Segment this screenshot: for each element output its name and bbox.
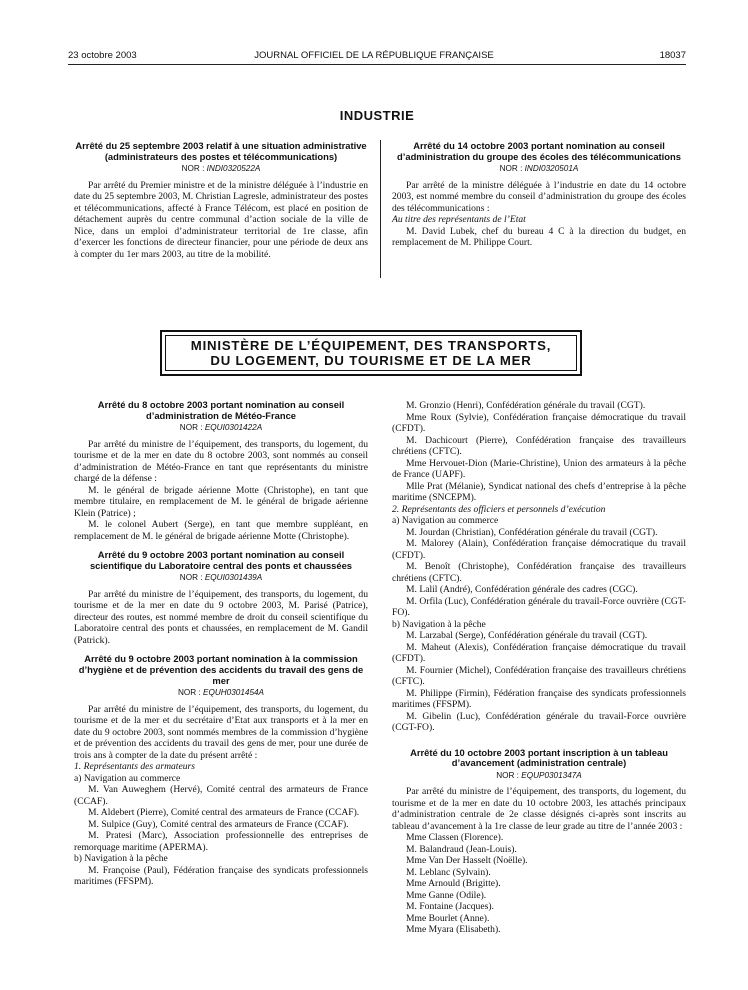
subcategory-heading: b) Navigation à la pêche: [74, 853, 168, 865]
member-entry: M. David Lubek, chef du bureau 4 C à la direction du budget, en remplacement de M. Philippe Court.: [392, 225, 686, 249]
list-item: M. Orfila (Luc), Confédération générale du travail-Force ouvrière (CGT-FO).: [392, 595, 686, 618]
list-item: M. Sulpice (Guy), Comité central des armateurs de France (CCAF).: [88, 818, 349, 830]
header-page-number: 18037: [659, 50, 686, 61]
article-title: Arrêté du 14 octobre 2003 portant nomination au conseil d’administration du groupe des écoles des télécommunications: [397, 140, 681, 162]
header-journal-title: JOURNAL OFFICIEL DE LA RÉPUBLIQUE FRANÇAISE: [254, 50, 494, 61]
nor-reference: NOR : INDI0320501A: [499, 164, 579, 174]
industrie-right-article: [392, 141, 686, 249]
article-body: Par arrêté de la ministre déléguée à l’industrie en date du 14 octobre 2003, est nommé membre du conseil d’administration du groupe des écoles des télécommunications :: [392, 179, 686, 214]
article-body: Par arrêté du ministre de l’équipement, des transports, du logement, du tourisme et de la mer en date du 9 octobre 2003, M. Parisé (Patrice), directeur des routes, est nommé membre de droit du conseil scientifique du Laboratoire central des ponts et chaussées, en remplacement de M. Gandil (Patrick).: [74, 588, 368, 646]
list-item: M. Lalil (André), Confédération générale des cadres (CGC).: [406, 584, 638, 595]
ministry-banner: [160, 330, 582, 376]
industrie-left-article: [74, 141, 368, 260]
list-item: M. Fournier (Michel), Confédération française des travailleurs chrétiens (CFTC).: [392, 664, 686, 687]
header-rule: [68, 64, 686, 65]
article-title: Arrêté du 25 septembre 2003 relatif à une situation administrative (administrateurs des postes et télécommunications): [75, 140, 367, 162]
list-item: Mlle Prat (Mélanie), Syndicat national des chefs d’entreprise à la pêche maritime (SNCEPM).: [392, 480, 686, 503]
right-column: [392, 400, 686, 936]
subcategory-heading: a) Navigation au commerce: [392, 515, 499, 526]
nor-reference: NOR : EQUI0301439A: [179, 573, 263, 583]
list-item: M. Françoise (Paul), Fédération française des syndicats professionnels maritimes (FFSPM).: [74, 864, 368, 888]
list-item: M. Aldebert (Pierre), Comité central des armateurs de France (CCAF).: [88, 807, 360, 819]
nor-reference: NOR : EQUI0301422A: [179, 423, 263, 433]
list-item: M. Malorey (Alain), Confédération française démocratique du travail (CFDT).: [392, 538, 686, 561]
ministry-title-line-2: DU LOGEMENT, DU TOURISME ET DE LA MER: [210, 353, 532, 368]
list-item: M. Jourdan (Christian), Confédération générale du travail (CGT).: [406, 526, 658, 538]
list-item: Mme Bourlet (Anne).: [406, 912, 490, 924]
header-date: 23 octobre 2003: [68, 50, 137, 61]
list-item: Mme Roux (Sylvie), Confédération française démocratique du travail (CFDT).: [392, 411, 686, 434]
list-item: M. Balandraud (Jean-Louis).: [406, 843, 517, 855]
list-item: M. Dachicourt (Pierre), Confédération française des travailleurs chrétiens (CFTC).: [392, 434, 686, 457]
lcpc-article-title: Arrêté du 9 octobre 2003 portant nomination au conseil scientifique du Laboratoire central des ponts et chaussées: [89, 549, 353, 571]
article-body: Par arrêté du ministre de l’équipement, des transports, du logement, du tourisme et de la mer en date du 10 octobre 2003, les attachés principaux d’administration centrale de 2e classe désignés ci-après sont inscrits au tableau d’avancement à la 1re classe de leur grade au titre de l’année 2003 :: [392, 786, 686, 832]
ministry-title-line-1: MINISTÈRE DE L’ÉQUIPEMENT, DES TRANSPORTS,: [190, 338, 552, 353]
list-item: Mme Classen (Florence).: [406, 832, 504, 844]
member-entry: M. le général de brigade aérienne Motte (Christophe), en tant que membre titulaire, en remplacement de M. le général de brigade aérienne Klein (Patrice) ;: [74, 484, 368, 519]
nor-reference: NOR : EQUH0301454A: [177, 688, 265, 698]
category-heading: 2. Représentants des officiers et personnels d’exécution: [392, 503, 606, 515]
list-item: Mme Van Der Hasselt (Noëlle).: [406, 855, 528, 867]
left-column: [74, 400, 368, 888]
list-item: M. Maheut (Alexis), Confédération française démocratique du travail (CFDT).: [392, 641, 686, 664]
nor-reference: NOR : INDI0320522A: [181, 164, 261, 174]
meteo-article-title: Arrêté du 8 octobre 2003 portant nomination au conseil d’administration de Météo-France: [97, 399, 345, 421]
article-body: Par arrêté du Premier ministre et de la ministre déléguée à l’industrie en date du 25 septembre 2003, M. Christian Lagresle, administrateur des postes et télécommunications, affecté à France Télécom, est placé en position de détachement auprès du centre communal d’action sociale de la ville de Nice, dans un emploi d’administrateur territorial de 1re classe, afin d’exercer les fonctions de directeur financier, pour une période de deux ans à compter du 1er mars 2003, au titre de la mobilité.: [74, 179, 368, 260]
hygiene-article-title: Arrêté du 9 octobre 2003 portant nomination à la commission d’hygiène et de prévention des accidents du travail des gens de mer: [78, 653, 364, 686]
list-item: Mme Hervouet-Dion (Marie-Christine), Union des armateurs à la pêche de France (UAPF).: [392, 457, 686, 480]
list-item: M. Benoît (Christophe), Confédération française des travailleurs chrétiens (CFTC).: [392, 561, 686, 584]
list-item: Mme Arnould (Brigitte).: [406, 878, 501, 890]
list-item: M. Philippe (Firmin), Fédération française des syndicats professionnels maritimes (FFSPM).: [392, 687, 686, 710]
nor-reference: NOR : EQUP0301347A: [496, 770, 582, 780]
section-title: INDUSTRIE: [339, 108, 415, 123]
list-item: Mme Myara (Elisabeth).: [406, 924, 501, 936]
column-divider: [380, 140, 381, 278]
list-item: M. Larzabal (Serge), Confédération générale du travail (CGT).: [406, 630, 648, 641]
list-item: M. Leblanc (Sylvain).: [406, 866, 491, 878]
list-item: M. Gibelin (Luc), Confédération générale du travail-Force ouvrière (CGT-FO).: [392, 710, 686, 733]
article-body: Par arrêté du ministre de l’équipement, des transports, du logement, du tourisme et de la mer en date du 8 octobre 2003, sont nommés au conseil d’administration de Météo-France en tant que représentants du ministre chargé de la défense :: [74, 438, 368, 485]
subcategory-heading: a) Navigation au commerce: [74, 772, 181, 784]
list-item: M. Fontaine (Jacques).: [406, 901, 494, 913]
subcategory-heading: b) Navigation à la pêche: [392, 618, 486, 630]
subheading: Au titre des représentants de l’Etat: [392, 214, 526, 226]
category-heading: 1. Représentants des armateurs: [74, 761, 195, 773]
list-item: M. Pratesi (Marc), Association professionnelle des entreprises de remorquage maritime (APERMA).: [74, 830, 368, 853]
member-entry: M. le colonel Aubert (Serge), en tant que membre suppléant, en remplacement de M. le général de brigade aérienne Motte (Christophe).: [74, 519, 368, 542]
list-item: Mme Ganne (Odile).: [406, 889, 487, 901]
list-item: M. Gronzio (Henri), Confédération générale du travail (CGT).: [406, 400, 646, 411]
avancement-article-title: Arrêté du 10 octobre 2003 portant inscription à un tableau d’avancement (administration centrale): [410, 746, 668, 769]
article-body: Par arrêté du ministre de l’équipement, des transports, du logement, du tourisme et de la mer et du secrétaire d’Etat aux transports et à la mer en date du 9 octobre 2003, sont nommés membres de la commission d’hygiène et de prévention des accidents du travail des gens de mer, pour une durée de trois ans à compter de la date du présent arrêté :: [74, 703, 368, 761]
list-item: M. Van Auweghem (Hervé), Comité central des armateurs de France (CCAF).: [74, 784, 368, 807]
